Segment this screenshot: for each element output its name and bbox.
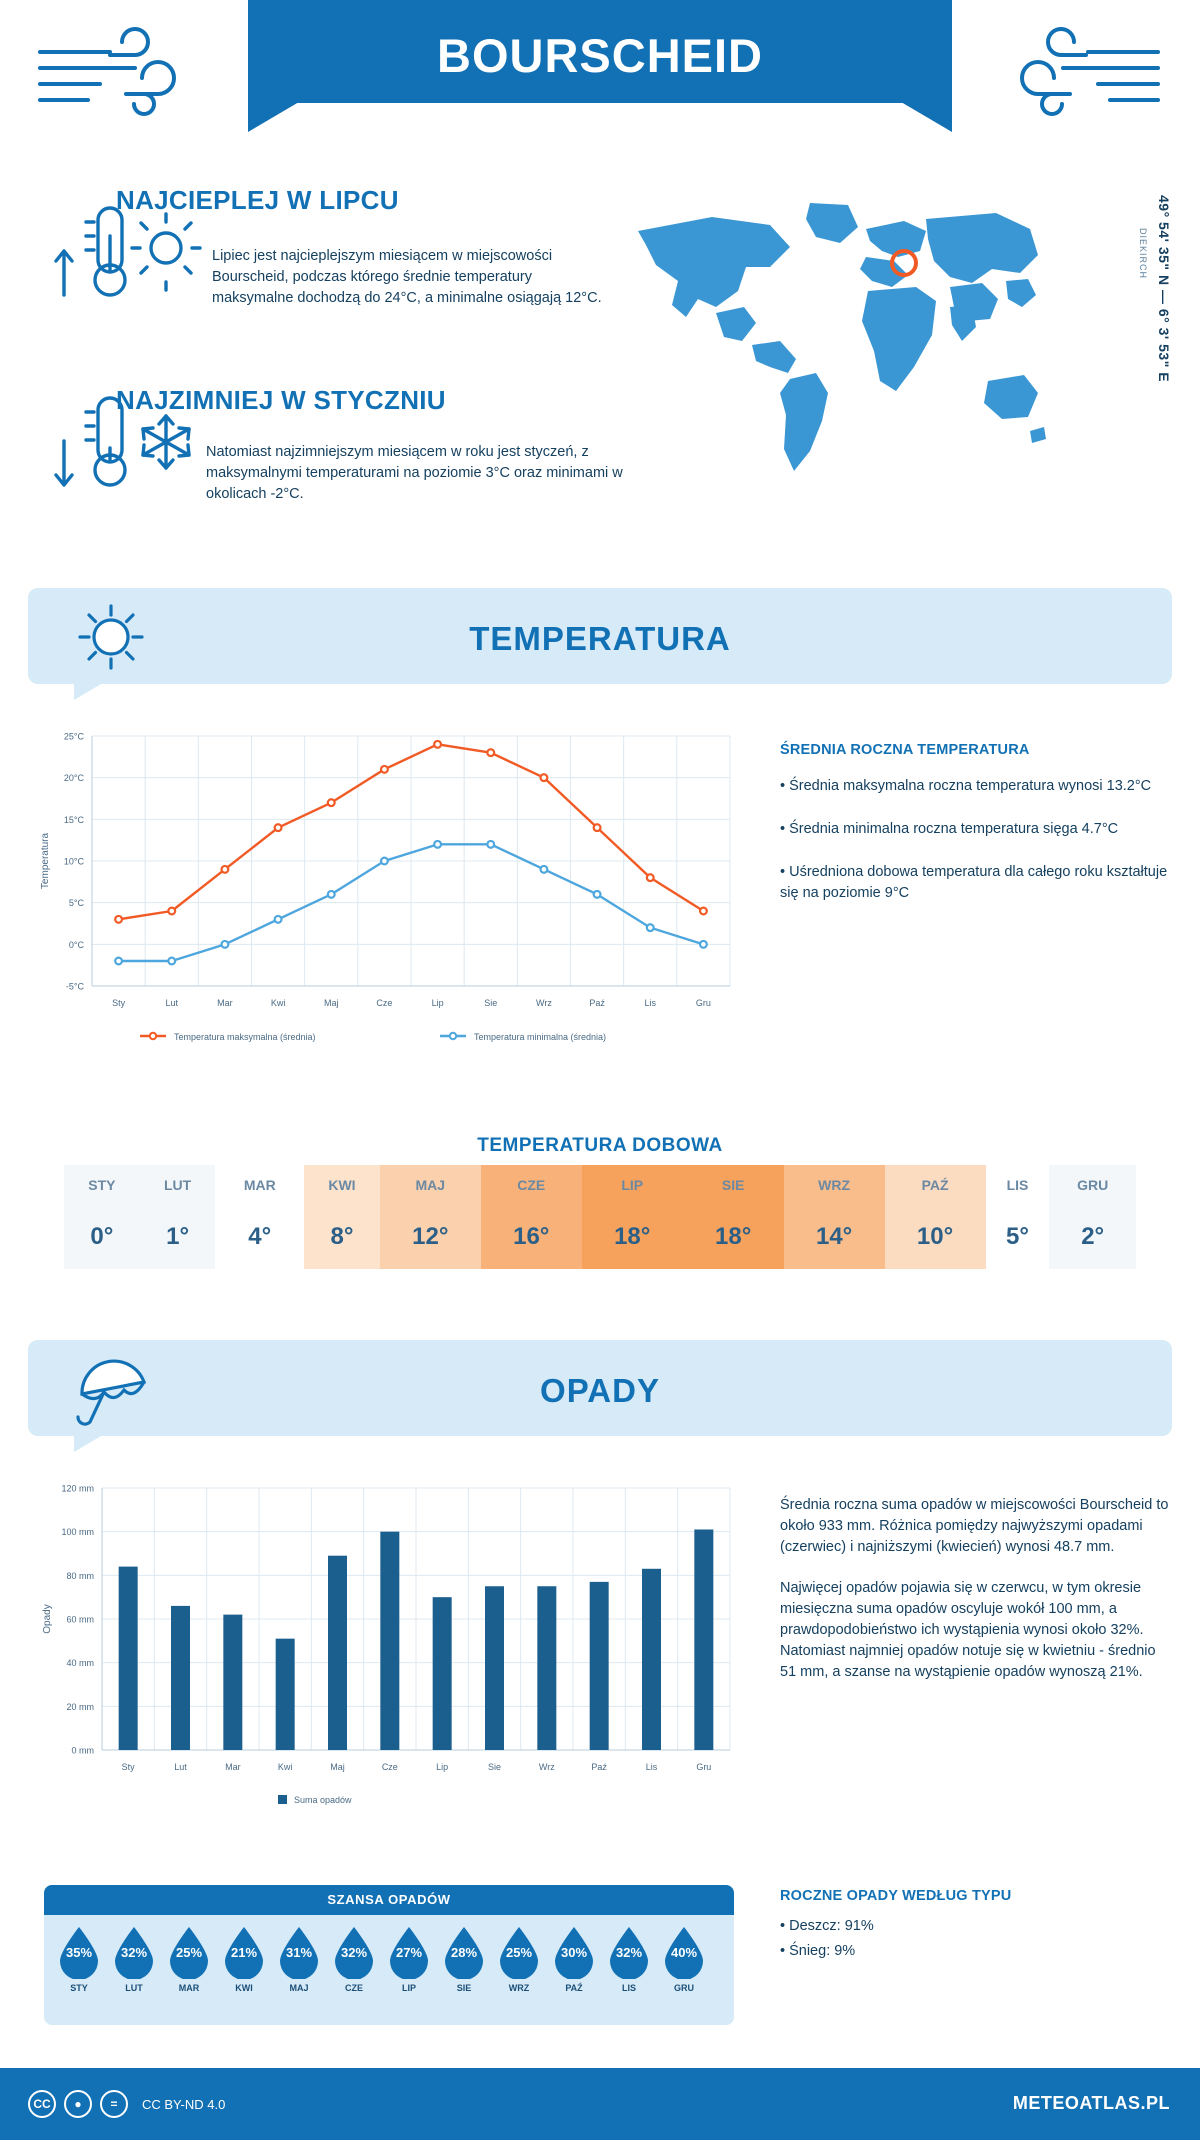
month-header-lip: LIP (582, 1165, 683, 1205)
daily-temp-title: TEMPERATURA DOBOWA (477, 1135, 723, 1156)
precip-chance-month: GRU (674, 1983, 694, 1993)
by-badge: ● (64, 2090, 92, 2118)
precip-chance-value: 40% (670, 1945, 698, 1960)
month-header-sie: SIE (683, 1165, 784, 1205)
precip-chance-value: 32% (340, 1945, 368, 1960)
svg-text:0 mm: 0 mm (71, 1745, 94, 1756)
precipitation-banner-title: OPADY (540, 1372, 660, 1409)
svg-text:Lut: Lut (165, 998, 179, 1008)
svg-text:Cze: Cze (381, 1762, 398, 1772)
precip-chance-item (441, 1925, 487, 1997)
cc-badge: CC (28, 2090, 56, 2118)
country-label: LUKSEMBURG (544, 112, 656, 127)
svg-text:5°C: 5°C (68, 898, 84, 909)
annual-temp-heading: ŚREDNIA ROCZNA TEMPERATURA (780, 742, 1030, 758)
coldest-block (116, 385, 446, 416)
svg-text:Paź: Paź (589, 998, 605, 1008)
svg-text:120 mm: 120 mm (61, 1483, 94, 1494)
temp-cell-lip: 18° (582, 1205, 683, 1269)
footer (0, 2068, 1200, 2140)
svg-text:Wrz: Wrz (538, 1762, 555, 1772)
precipitation-side-panel (780, 1495, 1172, 1683)
precip-chance-month: SIE (456, 1983, 472, 1993)
header (0, 0, 1200, 150)
precip-chance-month: PAŹ (565, 1983, 583, 1993)
temperature-chart (30, 718, 750, 1093)
month-header-kwi: KWI (304, 1165, 380, 1205)
precip-chance-item (606, 1925, 652, 1997)
svg-text:-5°C: -5°C (65, 981, 84, 992)
precip-chance-item (221, 1925, 267, 1997)
temp-cell-lis: 5° (986, 1205, 1050, 1269)
temperature-banner-title: TEMPERATURA (469, 620, 731, 657)
precip-chance-item (276, 1925, 322, 1997)
svg-text:Kwi: Kwi (270, 998, 286, 1008)
precip-chance-month: WRZ (508, 1983, 530, 1993)
svg-text:Opady: Opady (42, 1604, 53, 1634)
svg-text:40 mm: 40 mm (66, 1658, 94, 1669)
precip-chance-value: 21% (230, 1945, 258, 1960)
precip-chance-value: 28% (450, 1945, 478, 1960)
precip-chance-month: CZE (345, 1983, 363, 1993)
precip-chance-value: 32% (120, 1945, 148, 1960)
temp-cell-sie: 18° (683, 1205, 784, 1269)
precip-chance-item (111, 1925, 157, 1997)
wind-icon (988, 20, 1178, 125)
month-header-paź: PAŹ (885, 1165, 986, 1205)
svg-text:Suma opadów: Suma opadów (294, 1795, 352, 1805)
svg-text:Mar: Mar (217, 998, 233, 1008)
svg-text:Lis: Lis (645, 1762, 658, 1772)
precip-chance-value: 27% (395, 1945, 423, 1960)
precip-paragraph-0: Średnia roczna suma opadów w miejscowości Bourscheid to około 933 mm. Różnica pomiędzy najwyższymi opadami (czerwiec) i najniższymi (kwiecień) wynosi 48.7 mm. (780, 1497, 1169, 1556)
precip-chance-item (496, 1925, 542, 1997)
month-header-sty: STY (64, 1165, 140, 1205)
svg-text:Maj: Maj (330, 1762, 345, 1772)
temp-cell-maj: 12° (380, 1205, 481, 1269)
coldest-title: NAJZIMNIEJ W STYCZNIU (116, 385, 446, 415)
temperature-side-panel (780, 742, 1170, 904)
svg-text:Cze: Cze (376, 998, 393, 1008)
month-header-maj: MAJ (380, 1165, 481, 1205)
month-header-wrz: WRZ (784, 1165, 885, 1205)
temp-cell-wrz: 14° (784, 1205, 885, 1269)
svg-text:Mar: Mar (225, 1762, 241, 1772)
svg-text:Lis: Lis (644, 998, 657, 1008)
month-header-cze: CZE (481, 1165, 582, 1205)
annual-temp-bullet-0: • Średnia maksymalna roczna temperatura wynosi 13.2°C (780, 778, 1152, 794)
svg-text:Temperatura maksymalna (średni: Temperatura maksymalna (średnia) (174, 1032, 316, 1042)
precip-chance-month: MAR (178, 1983, 200, 1993)
svg-text:Gru: Gru (695, 998, 711, 1008)
svg-text:Sie: Sie (484, 998, 498, 1008)
temp-cell-mar: 4° (215, 1205, 304, 1269)
temperature-banner (28, 588, 1172, 684)
svg-text:0°C: 0°C (68, 939, 84, 950)
month-header-mar: MAR (215, 1165, 304, 1205)
svg-text:Paź: Paź (591, 1762, 607, 1772)
svg-text:15°C: 15°C (63, 814, 84, 825)
svg-text:Sty: Sty (112, 998, 126, 1008)
banner-tail (74, 1432, 108, 1452)
temp-cell-cze: 16° (481, 1205, 582, 1269)
precip-chance-item (56, 1925, 102, 1997)
svg-text:Temperatura minimalna (średnia: Temperatura minimalna (średnia) (474, 1032, 607, 1042)
svg-text:Sty: Sty (121, 1762, 135, 1772)
month-header-gru: GRU (1049, 1165, 1136, 1205)
precip-type-snow: • Śnieg: 9% (780, 1943, 856, 1960)
annual-temp-bullet-1: • Średnia minimalna roczna temperatura sięga 4.7°C (780, 821, 1119, 838)
precip-chance-month: STY (70, 1983, 88, 1993)
svg-text:25°C: 25°C (63, 731, 84, 742)
precipitation-chart (30, 1470, 750, 1855)
annual-temp-bullet-2: • Uśredniona dobowa temperatura dla całego roku kształtuje się na poziomie 9°C (780, 864, 1168, 902)
table-row (64, 1205, 1136, 1269)
precip-chance-month: LIP (401, 1983, 416, 1993)
temp-cell-lut: 1° (140, 1205, 216, 1269)
precip-type-rain: • Deszcz: 91% (780, 1918, 874, 1934)
precip-chance-value: 25% (505, 1945, 533, 1960)
page-title: BOURSCHEID (437, 29, 763, 82)
precip-chance-month: MAJ (289, 1983, 309, 1993)
svg-text:Sie: Sie (487, 1762, 502, 1772)
temp-cell-gru: 2° (1049, 1205, 1136, 1269)
svg-text:60 mm: 60 mm (66, 1614, 94, 1625)
region-label: DIEKIRCH (1138, 228, 1148, 280)
nd-badge: = (100, 2090, 128, 2118)
precipitation-banner (28, 1340, 1172, 1436)
license-text: CC BY-ND 4.0 (142, 2096, 226, 2112)
warmest-block (116, 185, 399, 216)
svg-text:Lip: Lip (431, 998, 444, 1008)
temp-cell-sty: 0° (64, 1205, 140, 1269)
banner-tail (74, 680, 108, 700)
precip-chance-title: SZANSA OPADÓW (44, 1885, 734, 1915)
temp-cell-kwi: 8° (304, 1205, 380, 1269)
month-header-lut: LUT (140, 1165, 216, 1205)
precip-chance-item (166, 1925, 212, 1997)
svg-text:Gru: Gru (696, 1762, 712, 1772)
precip-chance-item (551, 1925, 597, 1997)
precip-chance-value: 25% (175, 1945, 203, 1960)
month-header-lis: LIS (986, 1165, 1050, 1205)
svg-text:Kwi: Kwi (277, 1762, 293, 1772)
precip-chance-value: 31% (285, 1945, 313, 1960)
precip-chance-item (331, 1925, 377, 1997)
precip-types-panel (780, 1888, 1172, 1962)
precip-chance-item (386, 1925, 432, 1997)
temp-cell-paź: 10° (885, 1205, 986, 1269)
precip-chance-value: 35% (65, 1945, 93, 1960)
precip-chance-month: LIS (621, 1983, 636, 1993)
license-badges (28, 2090, 225, 2118)
daily-temperature-table (64, 1165, 1136, 1269)
table-header-row (64, 1165, 1136, 1205)
precip-types-heading: ROCZNE OPADY WEDŁUG TYPU (780, 1888, 1012, 1904)
svg-text:Wrz: Wrz (535, 998, 552, 1008)
precip-chance-value: 30% (560, 1945, 588, 1960)
svg-text:Temperatura: Temperatura (40, 832, 51, 890)
svg-text:Maj: Maj (323, 998, 339, 1008)
svg-text:10°C: 10°C (63, 856, 84, 867)
coldest-text: Natomiast najzimniejszym miesiącem w roku jest styczeń, z maksymalnymi temperaturami na poziomie 3°C oraz minimami w okolicach -2°C. (206, 444, 623, 503)
svg-text:20°C: 20°C (63, 773, 84, 784)
svg-text:20 mm: 20 mm (66, 1701, 94, 1712)
svg-text:100 mm: 100 mm (61, 1527, 94, 1538)
world-map (620, 195, 1050, 485)
svg-text:Lip: Lip (436, 1762, 449, 1772)
warmest-text: Lipiec jest najcieplejszym miesiącem w miejscowości Bourscheid, podczas którego średnie temperatury maksymalne dochodzą do 24°C, a minimalne osiągają 12°C. (212, 248, 602, 307)
brand-label: METEOATLAS.PL (1012, 2093, 1170, 2113)
precip-chance-month: KWI (235, 1983, 253, 1993)
precip-chance-item (661, 1925, 707, 1997)
precip-chance-month: LUT (125, 1983, 143, 1993)
coordinates: 49° 54' 35" N — 6° 3' 53" E (1156, 195, 1172, 383)
precip-chance-value: 32% (615, 1945, 643, 1960)
svg-text:Lut: Lut (174, 1762, 187, 1772)
precip-paragraph-1: Najwięcej opadów pojawia się w czerwcu, w tym okresie miesięczna suma opadów oscyluje wokół 100 mm, a prawdopodobieństwo ich wystąpienia wynosi około 32%. Natomiast najmniej opadów notuje się w kwietniu - średnio 51 mm, a szanse na wystąpienie opadów wynoszą 21%. (780, 1580, 1156, 1681)
wind-icon (22, 20, 212, 125)
svg-text:80 mm: 80 mm (66, 1570, 94, 1581)
warmest-title: NAJCIEPLEJ W LIPCU (116, 185, 399, 215)
